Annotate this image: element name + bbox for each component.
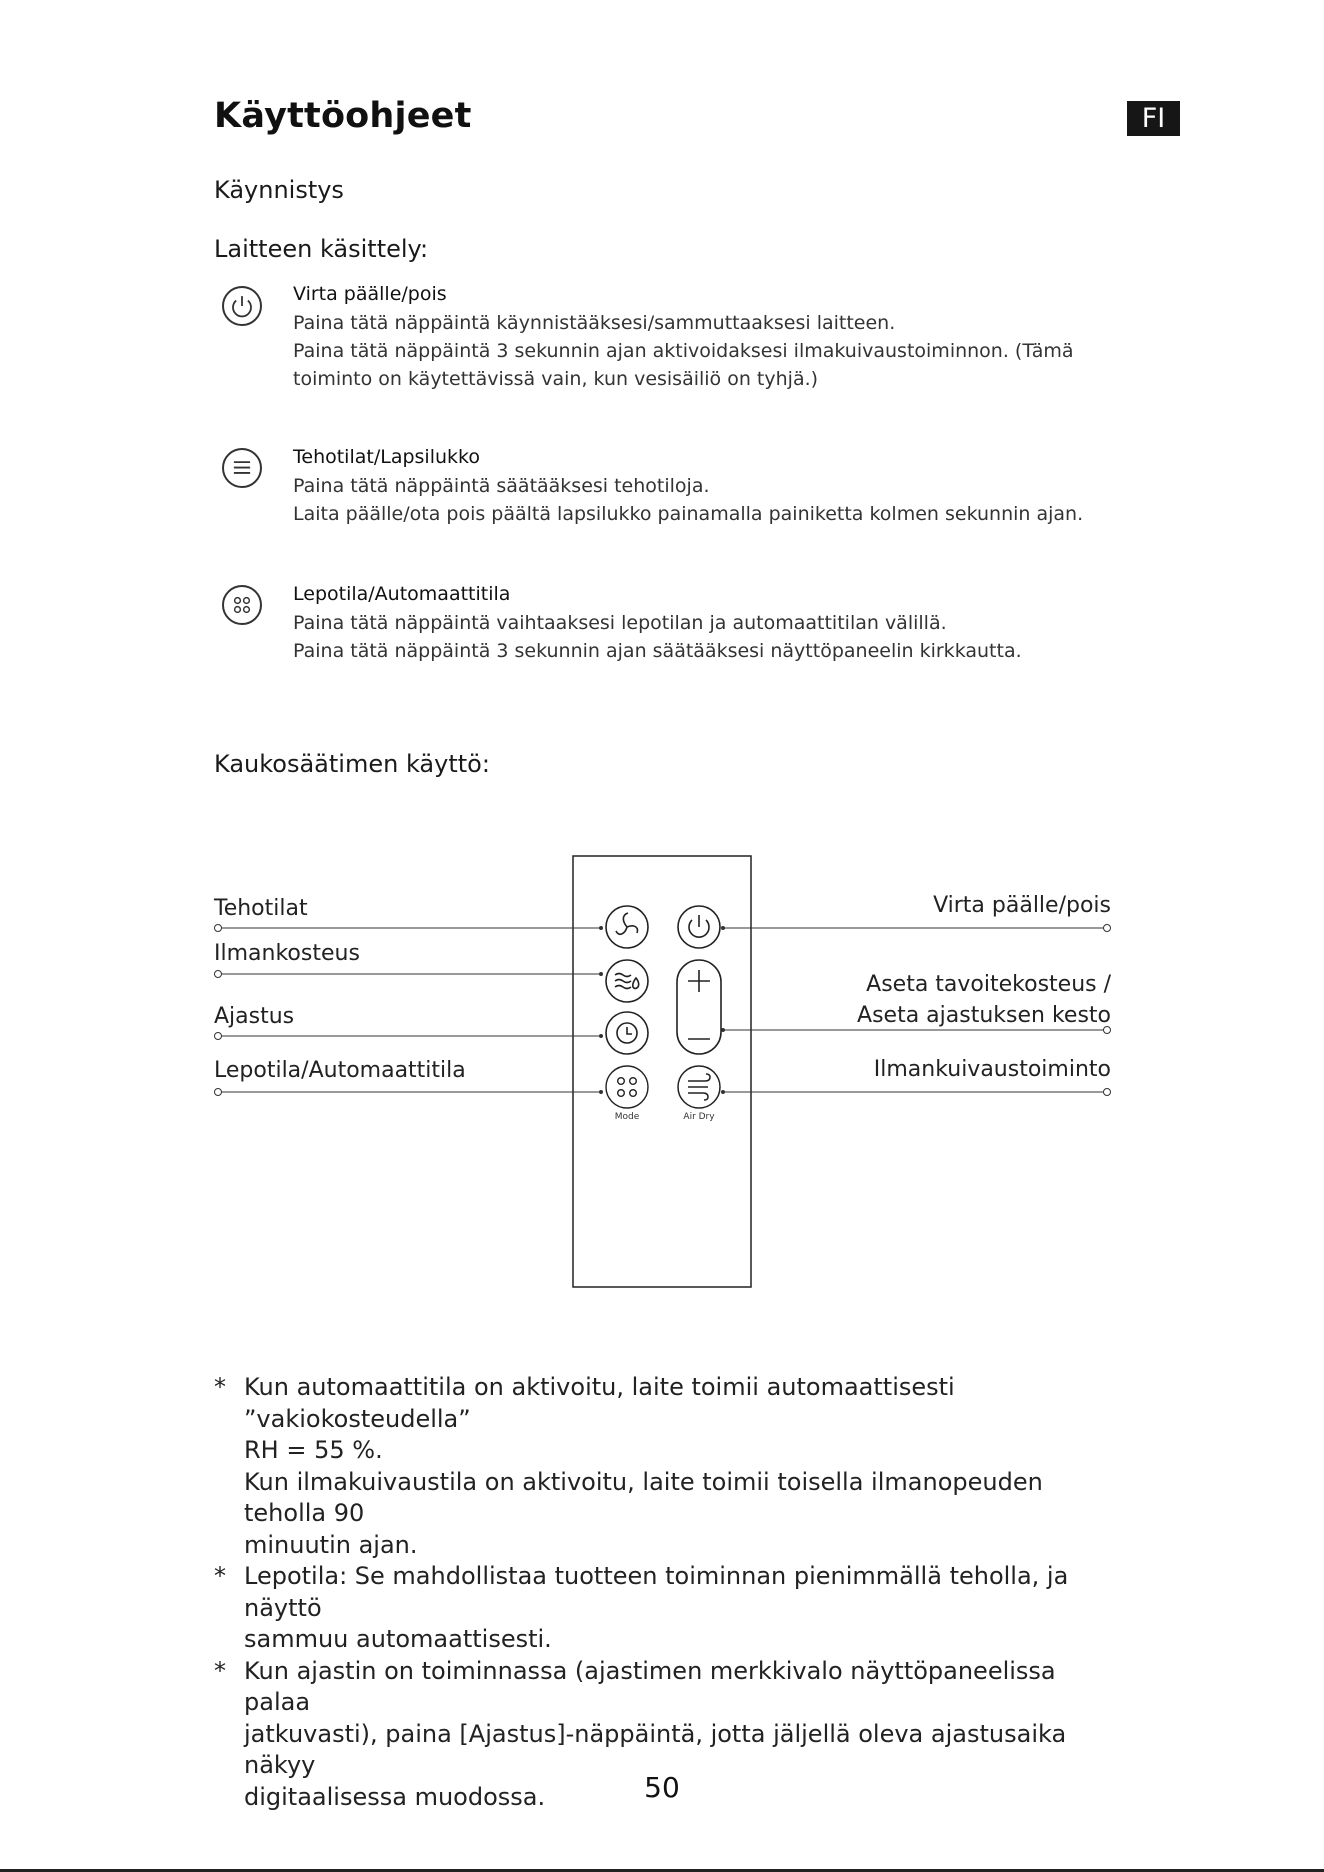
device-controls-heading: Laitteen käsittely:: [214, 235, 429, 263]
note-bullet: *: [214, 1656, 226, 1685]
control-title-power: Virta päälle/pois: [293, 283, 447, 305]
control-line: Paina tätä näppäintä vaihtaaksesi lepotilan ja automaattitilan välillä.: [293, 612, 947, 634]
language-badge: FI: [1127, 101, 1180, 136]
remote-body: [573, 856, 751, 1287]
power-icon: [678, 906, 720, 948]
label-timer-duration: Aseta ajastuksen kesto: [857, 1003, 1111, 1028]
note-line: RH = 55 %.: [244, 1436, 383, 1464]
control-line: Laita päälle/ota pois päältä lapsilukko painamalla painiketta kolmen sekunnin ajan.: [293, 503, 1084, 525]
mode-icon: [606, 1066, 648, 1108]
note-item: [214, 1467, 1114, 1562]
control-title-sleep-auto: Lepotila/Automaattitila: [293, 583, 511, 605]
note-bullet: *: [214, 1373, 226, 1401]
label-air-dry: Ilmankuivaustoiminto: [873, 1057, 1111, 1082]
label-power: Virta päälle/pois: [933, 893, 1111, 918]
label-target-humidity: Aseta tavoitekosteus /: [866, 972, 1111, 997]
fan-icon: [606, 906, 648, 948]
note-line: jatkuvasti), paina [Ajastus]-näppäintä, jotta jäljellä oleva ajastusaika näkyy: [244, 1719, 1067, 1779]
control-line: Paina tätä näppäintä käynnistääksesi/sammuttaaksesi laitteen.: [293, 312, 896, 334]
note-line: sammuu automaattisesti.: [244, 1625, 552, 1653]
label-timer: Ajastus: [214, 1004, 295, 1029]
note-line: Kun automaattitila on aktivoitu, laite toimii automaattisesti ”vakiokosteudella”: [244, 1373, 955, 1433]
air-dry-icon: [678, 1066, 720, 1108]
note-line: Kun ajastin on toiminnassa (ajastimen merkkivalo näyttöpaneelissa palaa: [244, 1656, 1056, 1716]
plus-icon: [688, 970, 710, 992]
air-dry-caption: Air Dry: [683, 1112, 715, 1122]
label-power-modes: Tehotilat: [214, 896, 308, 921]
control-title-power-modes: Tehotilat/Lapsilukko: [293, 446, 480, 468]
note-bullet: *: [214, 1562, 226, 1590]
page-title: Käyttöohjeet: [214, 96, 472, 136]
clock-icon: [606, 1012, 648, 1054]
note-line: Lepotila: Se mahdollistaa tuotteen toiminnan pienimmällä teholla, ja näyttö: [244, 1562, 1069, 1622]
control-line: Paina tätä näppäintä 3 sekunnin ajan aktivoidaksesi ilmakuivaustoiminnon. (Tämä: [293, 340, 1074, 362]
mode-caption: Mode: [614, 1112, 640, 1122]
note-line: Kun ilmakuivaustila on aktivoitu, laite toimii toisella ilmanopeuden teholla 90: [244, 1467, 1043, 1527]
label-humidity: Ilmankosteus: [214, 941, 360, 966]
note-item: [214, 1372, 1114, 1467]
label-sleep-auto: Lepotila/Automaattitila: [214, 1058, 466, 1083]
note-line: digitaalisessa muodossa.: [244, 1782, 546, 1811]
startup-heading: Käynnistys: [214, 176, 344, 204]
control-line: Paina tätä näppäintä säätääksesi tehotiloja.: [293, 475, 710, 497]
page-number: 50: [644, 1771, 680, 1804]
control-line: toiminto on käytettävissä vain, kun vesisäiliö on tyhjä.): [293, 368, 819, 390]
notes-list: [214, 1372, 1114, 1813]
note-item: [214, 1561, 1114, 1656]
humidity-icon: [606, 960, 648, 1002]
control-line: Paina tätä näppäintä 3 sekunnin ajan säätääksesi näyttöpaneelin kirkkautta.: [293, 640, 1022, 662]
note-line: minuutin ajan.: [244, 1530, 418, 1559]
remote-heading: Kaukosäätimen käyttö:: [214, 750, 490, 778]
